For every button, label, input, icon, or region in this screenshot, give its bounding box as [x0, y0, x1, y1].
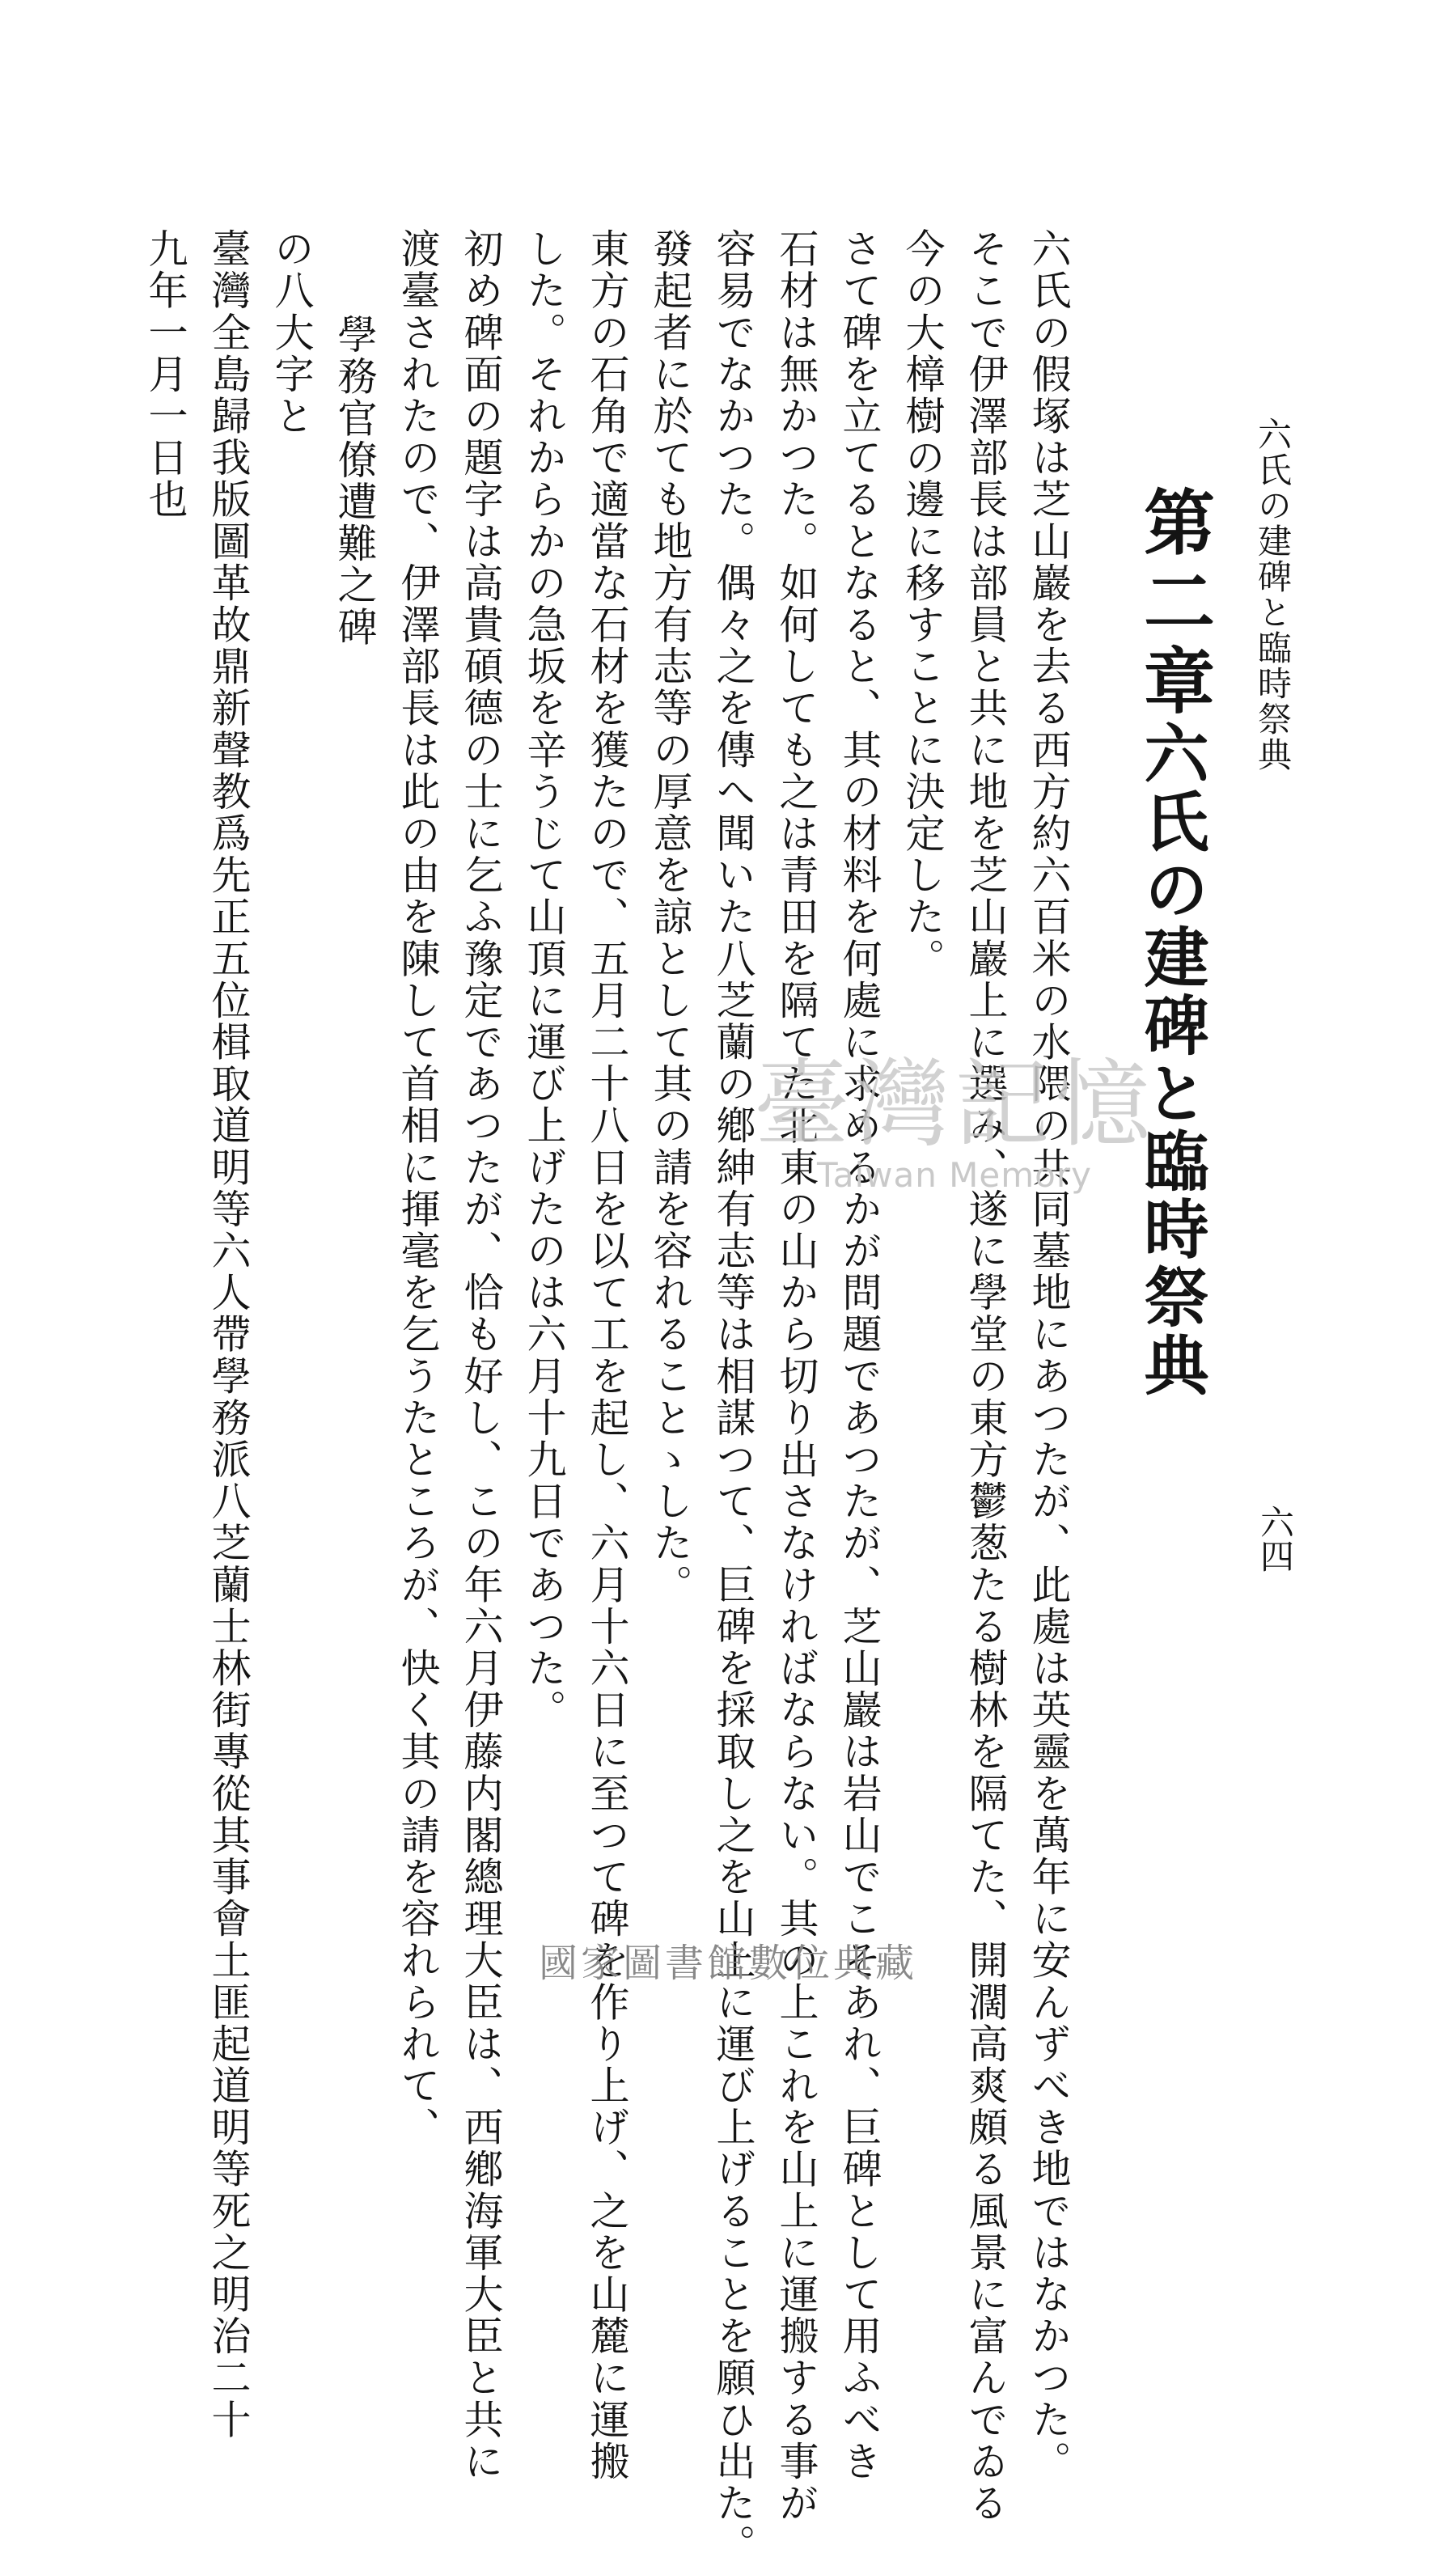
text-column-9: した。それからかの急坂を辛うじて山頂に運び上げたのは六月十九日であつた。	[521, 228, 567, 1731]
inscription-text-1: 臺灣全島歸我版圖革故鼎新聲教爲先正五位楫取道明等六人帶學務派八芝蘭士林街專從其事會土匪起道明等死之明治二十	[205, 228, 252, 2441]
collection-footer: 國家圖書館數位典藏	[538, 1941, 917, 1986]
text-column-5: 石材は無かつた。如何しても之は青田を隔てた北東の山から切り出さなければならない。其の上これを山上に運搬する事が	[773, 228, 819, 2524]
watermark	[752, 1027, 1157, 1195]
watermark-english: Taiwan Memory	[817, 1155, 1092, 1195]
inscription-text-2: 九年一月一日也	[142, 228, 188, 521]
page-number: 六四	[1255, 1505, 1295, 1573]
text-column-11: 渡臺されたので、伊澤部長は此の由を陳して首相に揮毫を乞うたところが、快く其の請を容れられて、	[395, 228, 441, 2149]
text-column-13: の八大字と	[269, 228, 315, 437]
text-column-2: そこで伊澤部長は部員と共に地を芝山巖上に選み、遂に學堂の東方鬱葱たる樹林を隔てた、開濶高爽頗る風景に富んでゐる	[963, 228, 1009, 2524]
text-column-4: さて碑を立てるとなると、其の材料を何處に求めるかが問題であつたが、芝山巖は岩山でこそあれ、巨碑として用ふべき	[836, 228, 882, 2483]
text-column-6: 容易でなかつた。偶々之を傳へ聞いた八芝蘭の鄕紳有志等は相謀つて、巨碑を採取し之を山上に運び上げることを願ひ出た。	[710, 228, 756, 2566]
text-column-1: 六氏の假塚は芝山巖を去る西方約六百米の水隈の共同墓地にあつたが、此處は英靈を萬年に安んずべき地ではなかつた。	[1026, 228, 1072, 2483]
text-column-8: 東方の石角で適當な石材を獲たので、五月二十八日を以て工を起し、六月十六日に至つて碑を作り上げ、之を山麓に運搬	[584, 228, 630, 2483]
text-column-10: 初め碑面の題字は高貴碩德の士に乞ふ豫定であつたが、恰も好し、この年六月伊藤内閣總理大臣は、西鄕海軍大臣と共に	[458, 228, 504, 2483]
chapter-number: 第二章	[1132, 485, 1217, 723]
text-column-3: 今の大樟樹の邊に移すことに決定した。	[899, 228, 946, 980]
watermark-chinese: 臺灣記憶	[753, 1048, 1155, 1160]
chapter-title: 六氏の建碑と臨時祭典	[1133, 720, 1209, 1399]
running-head: 六氏の建碑と臨時祭典	[1253, 417, 1293, 773]
inscription-title: 學務官僚遭難之碑	[332, 314, 378, 648]
text-column-7: 發起者に於ても地方有志等の厚意を諒として其の請を容れることゝした。	[647, 228, 693, 1606]
